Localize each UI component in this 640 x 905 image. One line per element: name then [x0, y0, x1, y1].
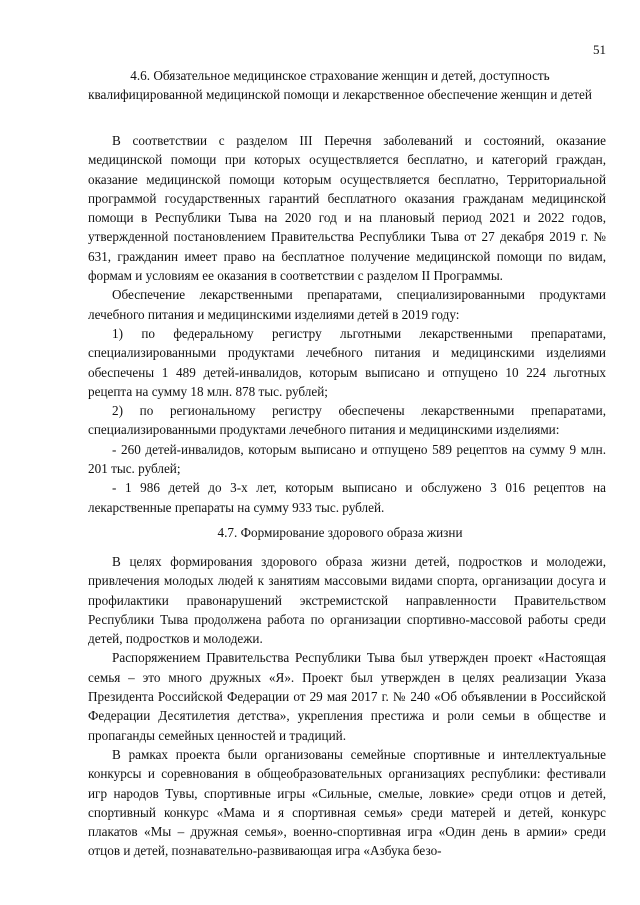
list-item: - 1 986 детей до 3-х лет, которым выписано и обслужено 3 016 рецептов на лекарственные препараты на сумму 933 тыс. рублей.: [88, 480, 606, 515]
section-4-7-heading: 4.7. Формирование здорового образа жизни: [217, 525, 463, 540]
paragraph: В рамках проекта были организованы семейные спортивные и интеллектуальные конкурсы и соревнования в общеобразовательных организациях республики: фестивали игр народов Тувы, спортивные игры «Сильные, смелые, ловкие» среди отцов и детей, спортивный конкурс «Мама и я спортивная семья» среди матерей и детей, конкурс плакатов «Мы – дружная семья», военно-спортивная игра «Один день в армии» среди отцов и детей, познавательно-развивающая игра «Азбука безо-: [88, 746, 606, 859]
paragraph: В целях формирования здорового образа жизни детей, подростков и молодежи, привлечения молодых людей к занятиям массовыми видами спорта, организации досуга и профилактики правонарушений экстремистской направленности Правительством Республики Тыва продолжена работа по организации спортивно-массовой работы среди детей, подростков и молодежи.: [88, 554, 606, 647]
list-item: 1) по федеральному регистру льготными лекарственными препаратами, специализированными продуктами лечебного питания и медицинскими изделиями обеспечены 1 489 детей-инвалидов, которым выписано и отпущено 10 224 льготных рецепта на сумму 18 млн. 878 тыс. рублей;: [88, 325, 606, 399]
paragraph: Обеспечение лекарственными препаратами, специализированными продуктами лечебного питания и медицинскими изделиями детей в 2019 году:: [88, 287, 606, 322]
section-4-6-heading: 4.6. Обязательное медицинское страхование женщин и детей, доступность квалифицированной медицинской помощи и лекарственное обеспечение женщин и детей: [88, 68, 592, 102]
paragraph: В соответствии с разделом III Перечня заболеваний и состояний, оказание медицинской помощи при которых осуществляется бесплатно, и категорий граждан, оказание медицинской помощи которым осуществляется бесплатно, Территориальной программой государственных гарантий бесплатного оказания гражданам медицинской помощи в Республики Тыва на 2020 год и на плановый период 2021 и 2022 годов, утвержденной постановлением Правительства Республики Тыва от 27 декабря 2019 г. № 631, гражданин имеет право на бесплатное получение медицинской помощи по видам, формам и условиям ее оказания в соответствии с разделом II Программы.: [88, 133, 606, 284]
section-4-6-body: [88, 131, 606, 517]
paragraph: Распоряжением Правительства Республики Тыва был утвержден проект «Настоящая семья – это много дружных «Я». Проект был утвержден в целях реализации Указа Президента Российской Федерации от 29 мая 2017 г. № 240 «Об объявлении в Российской Федерации Десятилетия детства», укрепления престижа и роли семьи в обществе и пропаганды семейных ценностей и традиций.: [88, 650, 606, 743]
section-4-7-body: [88, 552, 606, 861]
list-item: 2) по региональному регистру обеспечены лекарственными препаратами, специализированными продуктами лечебного питания и медицинскими изделиями:: [88, 403, 606, 438]
page-number: 51: [593, 42, 606, 57]
list-item: - 260 детей-инвалидов, которым выписано и отпущено 589 рецептов на сумму 9 млн. 201 тыс. рублей;: [88, 441, 606, 477]
